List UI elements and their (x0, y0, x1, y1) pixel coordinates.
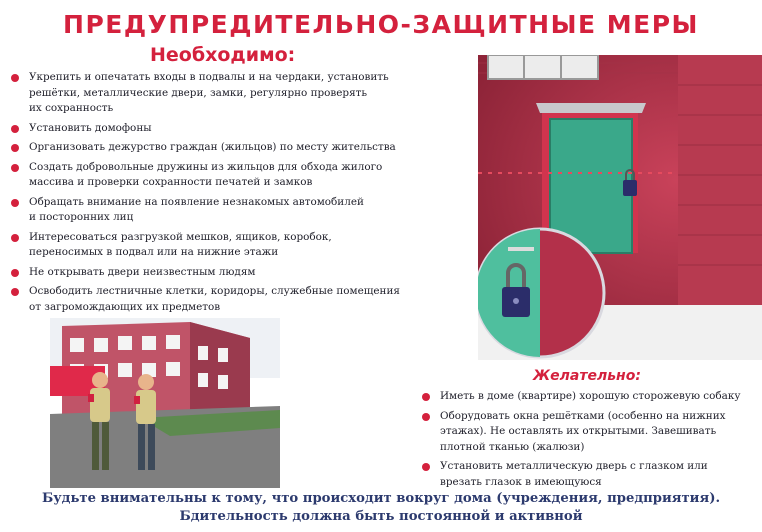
bullet-icon (11, 234, 19, 242)
bullet-icon (11, 164, 19, 172)
list-item: Укрепить и опечатать входы в подвалы и на чердаки, установить решётки, металлические двери, замки, регулярно проверять их сохранность (9, 70, 449, 117)
bullet-icon (11, 74, 19, 82)
bullet-icon (11, 288, 19, 296)
poster-title: ПРЕДУПРЕДИТЕЛЬНО-ЗАЩИТНЫЕ МЕРЫ (63, 10, 699, 39)
padlock-icon (623, 180, 637, 196)
footer-note (0, 490, 762, 526)
footer-line: Бдительность должна быть постоянной и активной (179, 509, 583, 524)
door-illustration (478, 55, 762, 360)
list-item: Интересоваться разгрузкой мешков, ящиков, коробок, переносимых в подвал или на нижние этажи (9, 230, 449, 261)
bullet-icon (11, 199, 19, 207)
patrol-illustration (50, 318, 280, 488)
required-heading: Необходимо: (150, 44, 296, 66)
list-item: Оборудовать окна решётками (особенно на нижних этажах). Не оставлять их открытыми. Завешивать плотной тканью (жалюзи) (420, 409, 755, 456)
list-item: Установить металлическую дверь с глазком или врезать глазок в имеющуюся (420, 459, 755, 490)
bullet-icon (422, 413, 430, 421)
list-item: Не открывать двери неизвестным людям (9, 265, 449, 281)
bullet-icon (422, 393, 430, 401)
required-list (9, 70, 449, 319)
desirable-list (420, 389, 755, 494)
list-item: Обращать внимание на появление незнакомых автомобилей и посторонних лиц (9, 195, 449, 226)
list-item: Иметь в доме (квартире) хорошую сторожевую собаку (420, 389, 755, 405)
bullet-icon (422, 463, 430, 471)
desirable-heading: Желательно: (533, 368, 641, 384)
footer-line: Будьте внимательны к тому, что происходит вокруг дома (учреждения, предприятия). (41, 491, 721, 506)
bullet-icon (11, 269, 19, 277)
bullet-icon (11, 125, 19, 133)
bullet-icon (11, 144, 19, 152)
list-item: Освободить лестничные клетки, коридоры, служебные помещения от загромождающих их предметов (9, 284, 449, 315)
list-item: Организовать дежурство граждан (жильцов) по месту жительства (9, 140, 449, 156)
list-item: Установить домофоны (9, 121, 449, 137)
list-item: Создать добровольные дружины из жильцов для обхода жилого массива и проверки сохранности печатей и замков (9, 160, 449, 191)
